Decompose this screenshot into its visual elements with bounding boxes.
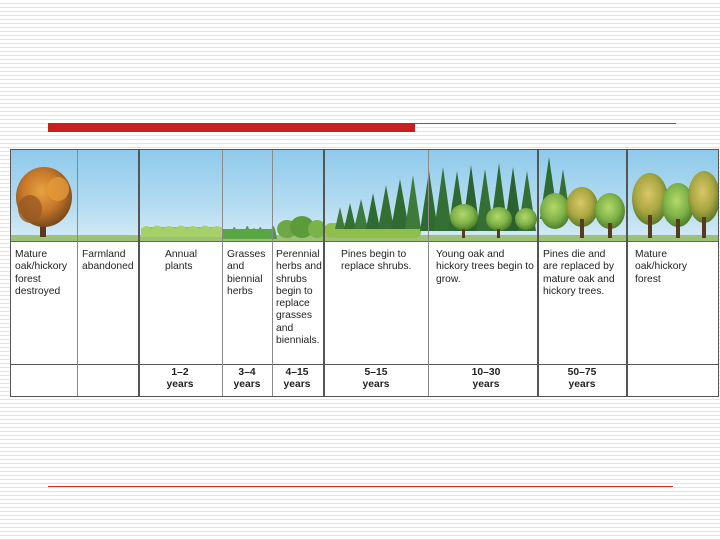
stage-years: 4–15 years (283, 367, 311, 391)
stage-label: Pines begin to replace shrubs. (341, 249, 412, 273)
stage-label: Farmland abandoned (82, 249, 134, 273)
stage-years: 5–15 years (362, 367, 390, 391)
stage-label: Mature oak/hickory forest destroyed (15, 249, 68, 297)
stage-years: 1–2 years (166, 367, 194, 391)
footer-rule (48, 486, 673, 487)
succession-figure (10, 149, 719, 397)
stage-label: Pines die and are replaced by mature oak and hickory trees. (543, 249, 615, 297)
title-rule (415, 123, 676, 124)
title-accent-bar (48, 123, 415, 132)
stage-years: 3–4 years (233, 367, 261, 391)
stage-label: Grasses and biennial herbs (227, 249, 266, 297)
stage-label: Young oak and hickory trees begin to grow. (436, 249, 534, 285)
stage-years: 10–30 years (471, 367, 501, 391)
stage-label: Perennial herbs and shrubs begin to replace grasses and biennials. (276, 249, 322, 347)
stage-label: Annual plants (165, 249, 198, 273)
stage-label: Mature oak/hickory forest (635, 249, 688, 285)
stage-years: 50–75 years (567, 367, 597, 391)
